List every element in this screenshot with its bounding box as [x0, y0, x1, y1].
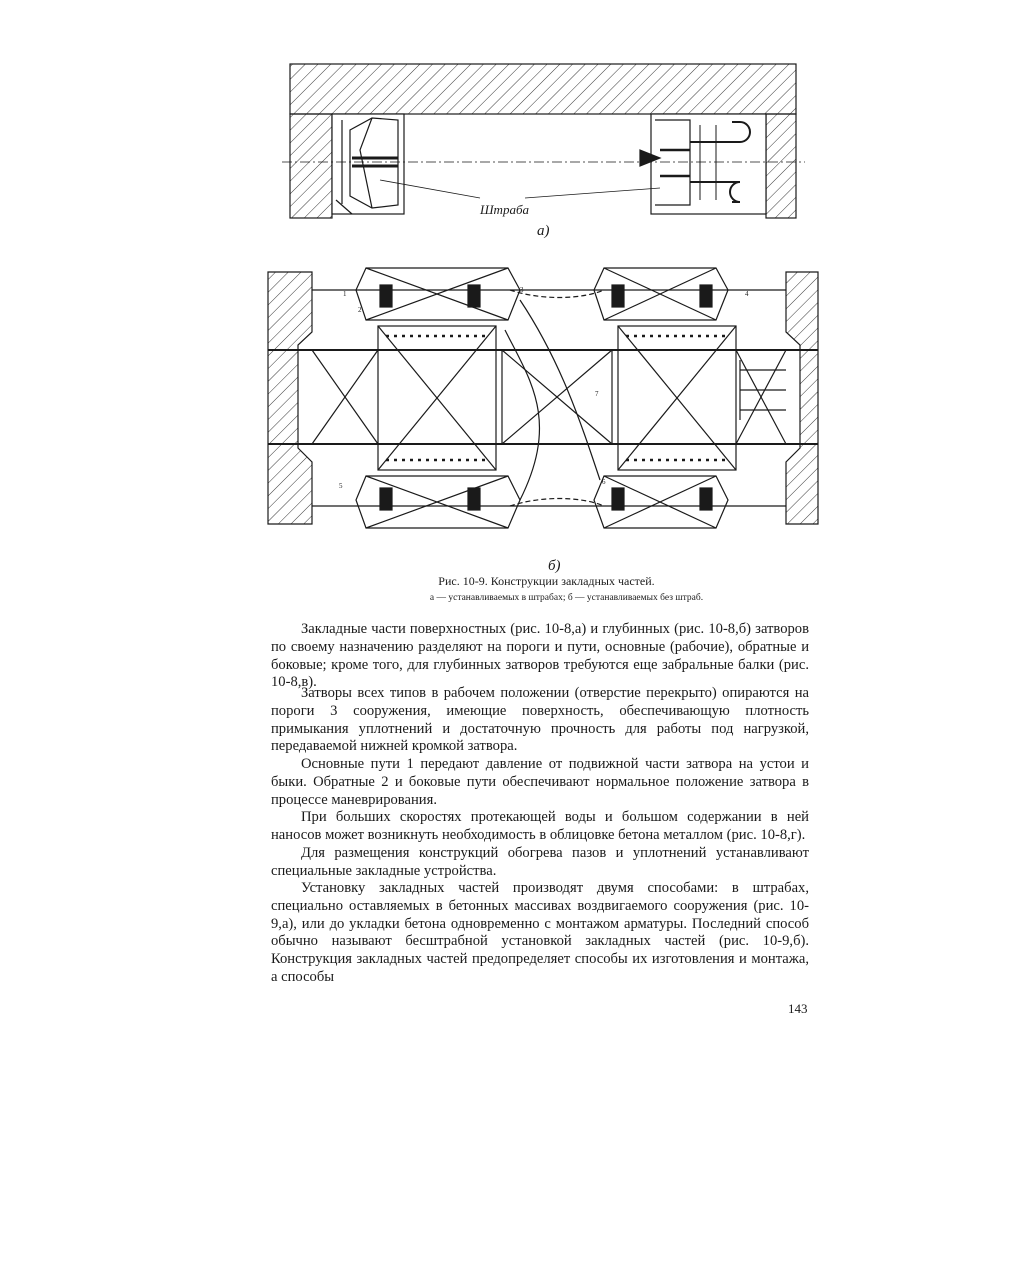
figure-label-a: а): [537, 223, 550, 239]
paragraph-3: Основные пути 1 передают давление от подвижной части затвора на устои и быки. Обратные 2 и боковые пути обеспечивают нормальное положение затвора в процессе маневрирования.: [271, 756, 809, 808]
callout-shtraba: Штраба: [480, 202, 529, 217]
mark-6: 6: [602, 478, 606, 486]
mark-3: 3: [520, 286, 524, 294]
figure-caption-title: Рис. 10-9. Конструкции закладных частей.: [438, 574, 655, 588]
paragraph-4: При больших скоростях протекающей воды и большом содержании в ней наносов может возникнуть необходимость в облицовке бетона металлом (рис. 10-8,г).: [271, 809, 809, 843]
mark-2: 2: [358, 306, 362, 314]
figure-label-b: б): [548, 558, 561, 574]
mark-4: 4: [745, 290, 749, 298]
paragraph-1: Закладные части поверхностных (рис. 10-8,а) и глубинных (рис. 10-8,б) затворов по своему назначению разделяют на пороги и пути, основные (рабочие), обратные и боковые; кроме того, для глубинных затворов требуются еще забральные балки (рис. 10-8,в).: [271, 621, 809, 691]
figure-caption-subtitle: а — устанавливаемых в штрабах; б — устанавливаемых без штраб.: [429, 593, 704, 603]
mark-1: 1: [343, 290, 347, 298]
figure-10-9: [0, 0, 893, 574]
mark-5: 5: [339, 482, 343, 490]
page-number: 143: [788, 1001, 808, 1016]
paragraph-5: Для размещения конструкций обогрева пазов и уплотнений устанавливают специальные закладные устройства.: [271, 845, 809, 879]
drawing-b: [268, 268, 818, 528]
paragraph-2: Затворы всех типов в рабочем положении (отверстие перекрыто) опираются на пороги 3 сооружения, имеющие поверхность, обеспечивающую плотность примыкания уплотнений и достаточную прочность для работы под нагрузкой, передаваемой нижней кромкой затвора.: [271, 685, 809, 755]
paragraph-6: Установку закладных частей производят двумя способами: в штрабах, специально оставляемых в бетонных массивах воздвигаемого сооружения (рис. 10-9,а), или до укладки бетона одновременно с монтажом арматуры. Последний способ обычно называют бесштрабной установкой закладных частей (рис. 10-9,б). Конструкция закладных частей предопределяет способы их изготовления и монтажа, а способы: [271, 880, 809, 985]
mark-7: 7: [595, 390, 599, 398]
drawing-a: [282, 64, 805, 218]
